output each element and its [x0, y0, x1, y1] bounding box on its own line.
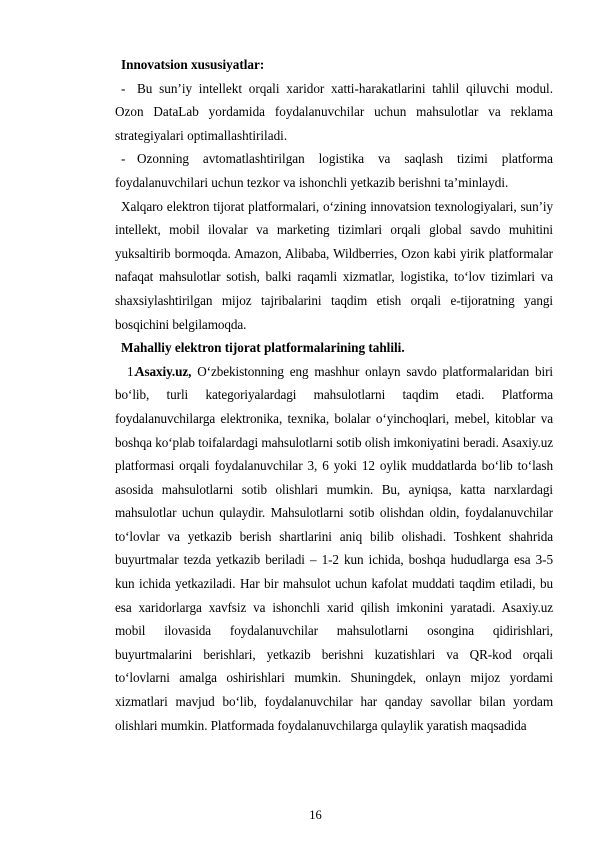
bullet-text: Bu sun’iy intellekt orqali xaridor xatti-harakatlarini tahlil qiluvchi modul. Ozon DataLab yordamida foydalanuvchilar uchun mahsulotlar va reklama strategiyalari optimallashtiriladi.	[115, 80, 553, 143]
bullet-text: Ozonning avtomatlashtirilgan logistika va saqlash tizimi platforma foydalanuvchilari uchun tezkor va ishonchli yetkazib berishni ta’minlaydi.	[115, 151, 553, 190]
bullet-dash: -	[121, 151, 126, 167]
heading-local-platforms: Mahalliy elektron tijorat platformalarining tahlili.	[121, 340, 405, 356]
paragraph-global-platforms: Xalqaro elektron tijorat platformalari, o‘zining innovatsion texnologiyalari, sun’iy intellekt, mobil ilovalar va marketing tizimlari orqali global savdo muhitini yuksaltirib bormoqda. Amazon, Alibaba, Wildberries, Ozon kabi yirik platformalar nafaqat mahsulotlar sotish, balki raqamli xizmatlar, logistika, to‘lov tizimlari va shaxsiylashtirilgan mijoz tajribalarini taqdim etish orqali e-tijoratning yangi bosqichini belgilamoqda.	[115, 198, 553, 332]
bullet-item-ai-module	[115, 77, 553, 148]
paragraph-asaxiy-text: O‘zbekistonning eng mashhur onlayn savdo platformalaridan biri bo‘lib, turli kategoriyalardagi mahsulotlarni taqdim etadi. Platforma foydalanuvchilarga elektronika, texnika, bolalar o‘yinchoqlari, mebel, kitoblar va boshqa ko‘plab toifalardagi mahsulotlarni sotib olish imkoniyatini beradi. Asaxiy.uz platformasi orqali foydalanuvchilar 3, 6 yoki 12 oylik muddatlarda bo‘lib to‘lash asosida mahsulotlarni sotib olishlari mumkin. Bu, ayniqsa, katta narxlardagi mahsulotlar uchun qulaydir. Mahsulotlarni sotib olishdan oldin, foydalanuvchilar to‘lovlar va yetkazib berish shartlarini aniq bilib olishadi. Toshkent shahrida buyurtmalar tezda yetkazib beriladi – 1-2 kun ichida, boshqa hududlarga esa 3-5 kun ichida yetkaziladi. Har bir mahsulot uchun kafolat muddati taqdim etiladi, bu esa xaridorlarga xavfsiz va ishonchli xarid qilish imkonini yaratadi. Asaxiy.uz mobil ilovasida foydalanuvchilar mahsulotlarni osongina qidirishlari, buyurtmalarini berishlari, yetkazib berishni kuzatishlari va QR-kod orqali to‘lovlarni amalga oshirishlari mumkin. Shuningdek, onlayn mijoz yordami xizmatlari mavjud bo‘lib, foydalanuvchilar har qanday savollar bilan yordam olishlari mumkin. Platformada foydalanuvchilarga qulaylik yaratish maqsadida	[115, 363, 553, 733]
bullet-item-logistics	[115, 147, 553, 194]
list-number: 1.	[127, 363, 137, 379]
platform-name: Asaxiy.uz,	[135, 363, 192, 379]
paragraph-asaxiy	[115, 360, 553, 738]
heading-innovation-features: Innovatsion xususiyatlar:	[121, 57, 265, 72]
bullet-dash: -	[121, 80, 126, 96]
page-number: 16	[309, 808, 322, 822]
page-content	[115, 53, 553, 737]
